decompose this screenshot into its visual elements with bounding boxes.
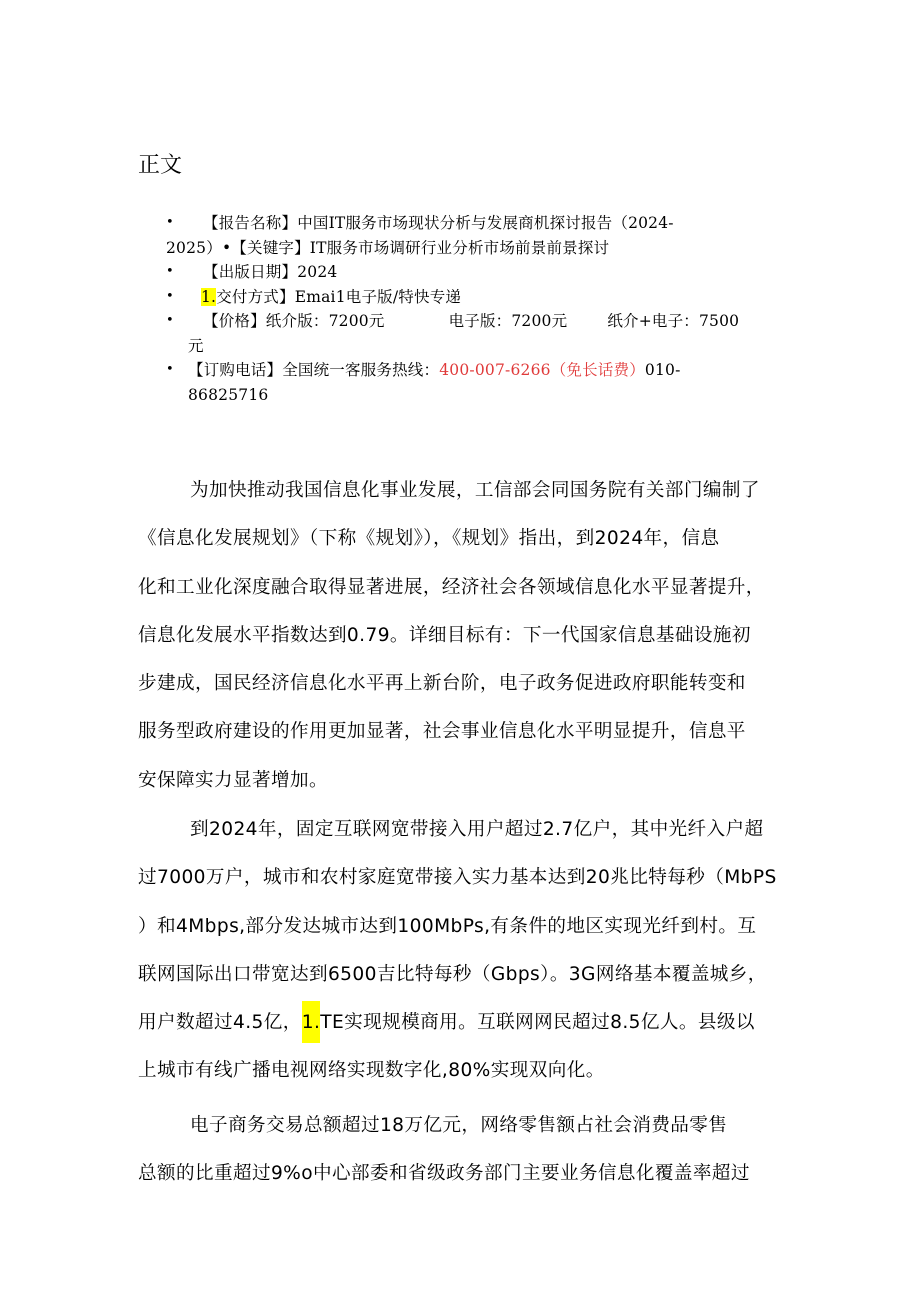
line-text: 用户数超过4.5亿，: [138, 1012, 302, 1034]
delivery-method: 交付方式】Emai1电子版/特快专递: [216, 287, 462, 306]
paragraph-3: [138, 1102, 788, 1199]
meta-item-phone: [166, 358, 786, 383]
paragraph-line: 总额的比重超过9%o中心部委和省级政务部门主要业务信息化覆盖率超过: [138, 1163, 750, 1185]
paragraph-line: 为加快推动我国信息化事业发展，工信部会同国务院有关部门编制了: [190, 480, 760, 501]
phone-local-part1: 010-: [644, 361, 681, 379]
delivery-highlight: 1.: [201, 287, 217, 306]
report-name-line1: 【报告名称】中国IT服务市场现状分析与发展商机探讨报告（2024-: [203, 214, 674, 232]
paragraph-line: 电子商务交易总额超过18万亿元，网络零售额占社会消费品零售: [190, 1115, 728, 1136]
meta-item-phone-cont: [166, 383, 786, 408]
meta-item-price-unit: [166, 334, 786, 359]
bullet-icon: •: [166, 288, 174, 304]
paragraph-line: ）和4Mbps,部分发达城市达到100MbPs,有条件的地区实现光纤到村。互: [138, 915, 757, 937]
bullet-icon: •: [166, 362, 174, 377]
meta-item-delivery: [166, 285, 786, 310]
bullet-icon: •: [166, 215, 174, 230]
paragraph-line: 到2024年，固定互联网宽带接入用户超过2.7亿户，其中光纤入户超: [190, 819, 764, 840]
meta-item-price: [166, 309, 786, 334]
bullet-icon: •: [166, 313, 174, 328]
price-electronic: 电子版：7200元: [448, 312, 568, 330]
highlight-mark: 1.: [302, 1001, 321, 1043]
paragraph-line: 服务型政府建设的作用更加显著，社会事业信息化水平明显提升，信息平: [138, 721, 746, 743]
bullet-icon: •: [166, 264, 174, 279]
meta-item-keywords: [166, 236, 786, 261]
line-text: TE实现规模商用。互联网网民超过8.5亿人。县级以: [320, 1012, 755, 1034]
publish-date: 【出版日期】2024: [203, 263, 338, 281]
paragraph-line: 《信息化发展规划》（下称《规划》），《规划》指出，到2024年，信息: [138, 528, 720, 550]
paragraph-line: 步建成，国民经济信息化水平再上新台阶，电子政务促进政府职能转变和: [138, 673, 746, 695]
paragraph-line: 联网国际出口带宽达到6500吉比特每秒（Gbps）。3G网络基本覆盖城乡，: [138, 963, 767, 985]
section-heading: 正文: [138, 153, 183, 178]
paragraph-line: 化和工业化深度融合取得显著进展，经济社会各领域信息化水平显著提升，: [138, 576, 765, 598]
paragraph-1: [138, 467, 788, 805]
phone-label: 【订购电话】全国统一客服务热线：: [188, 361, 440, 379]
price-unit: 元: [188, 336, 204, 355]
paragraph-line: 安保障实力显著增加。: [138, 769, 328, 791]
price-combined: 纸介+电子：7500: [607, 312, 740, 330]
meta-item-report-name: [166, 211, 786, 236]
paragraph-line: 信息化发展水平指数达到0.79。详细目标有：下一代国家信息基础设施初: [138, 624, 751, 646]
phone-local-part2: 86825716: [188, 385, 269, 404]
price-paper: 【价格】纸介版：7200元: [203, 312, 385, 330]
report-meta-list: [166, 211, 786, 407]
paragraph-line: 上城市有线广播电视网络实现数字化,80%实现双向化。: [138, 1060, 605, 1082]
phone-hotline: 400-007-6266（免长话费）: [439, 361, 645, 379]
paragraph-line: 过7000万户，城市和农村家庭宽带接入实力基本达到20兆比特每秒（MbPS: [138, 867, 777, 889]
report-name-line2: 2025）•【关键字】IT服务市场调研行业分析市场前景前景探讨: [166, 238, 610, 257]
paragraph-line: [138, 999, 788, 1047]
meta-item-publish-date: [166, 260, 786, 285]
paragraph-2: [138, 806, 788, 1096]
